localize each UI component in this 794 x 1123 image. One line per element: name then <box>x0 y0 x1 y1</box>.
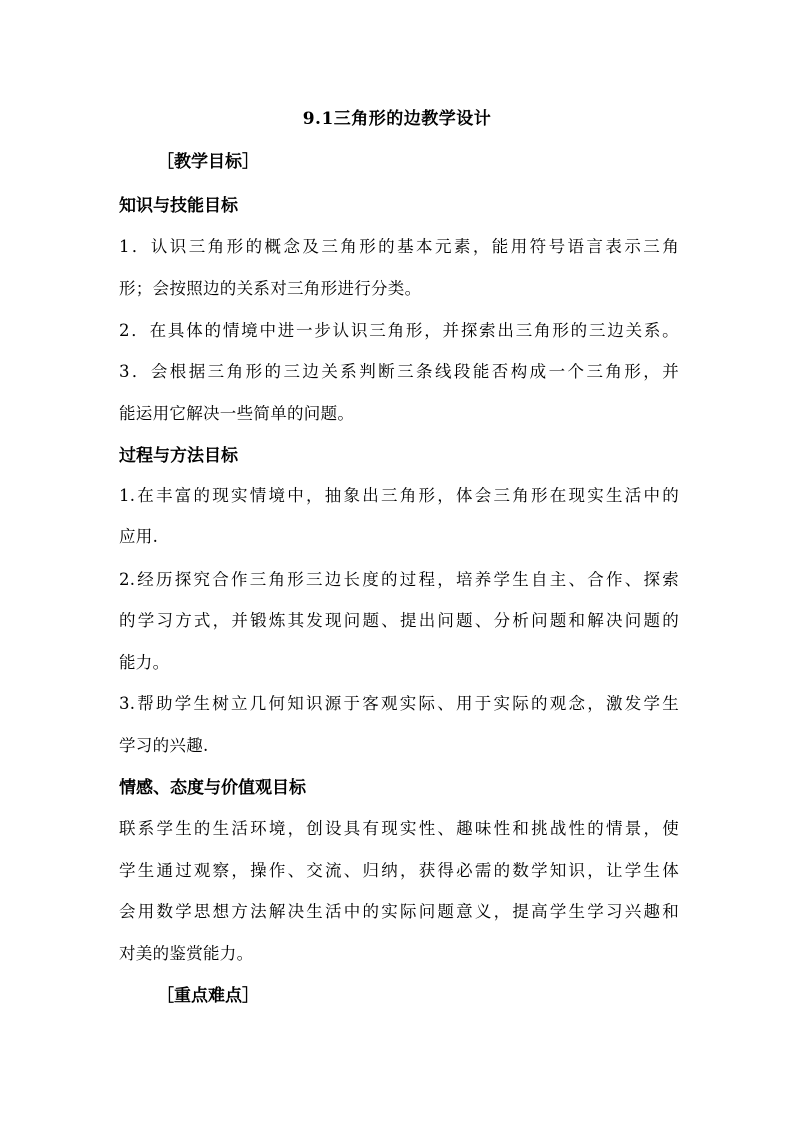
heading-process-methods: 过程与方法目标 <box>119 446 238 466</box>
knowledge-line: 1．认识三角形的概念及三角形的基本元素，能用符号语言表示三角 <box>119 237 679 256</box>
process-line: 2.经历探究合作三角形三边长度的过程，培养学生自主、合作、探索 <box>119 570 679 589</box>
section-heading-keypoints: ［重点难点］ <box>157 986 259 1006</box>
heading-emotion-values: 情感、态度与价值观目标 <box>119 778 306 798</box>
section-heading-objectives: ［教学目标］ <box>157 152 259 172</box>
knowledge-line: 3．会根据三角形的三边关系判断三条线段能否构成一个三角形，并 <box>119 362 679 381</box>
process-line: 3.帮助学生树立几何知识源于客观实际、用于实际的观念，激发学生 <box>119 694 679 713</box>
heading-knowledge-skills: 知识与技能目标 <box>119 196 238 216</box>
process-line: 学习的兴趣. <box>119 736 209 755</box>
knowledge-line: 形；会按照边的关系对三角形进行分类。 <box>119 279 422 298</box>
emotion-line: 学生通过观察，操作、交流、归纳，获得必需的数学知识，让学生体 <box>119 861 679 880</box>
emotion-line: 对美的鉴赏能力。 <box>119 944 254 963</box>
knowledge-line: 能运用它解决一些简单的问题。 <box>119 404 355 423</box>
process-line: 的学习方式，并锻炼其发现问题、提出问题、分析问题和解决问题的 <box>119 611 679 630</box>
knowledge-line: 2．在具体的情境中进一步认识三角形，并探索出三角形的三边关系。 <box>119 321 679 340</box>
process-line: 1.在丰富的现实情境中，抽象出三角形，体会三角形在现实生活中的 <box>119 486 679 505</box>
process-line: 能力。 <box>119 653 170 672</box>
process-line: 应用. <box>119 527 159 546</box>
emotion-line: 会用数学思想方法解决生活中的实际问题意义，提高学生学习兴趣和 <box>119 902 679 921</box>
page-title: 9.1三角形的边教学设计 <box>302 109 492 129</box>
emotion-line: 联系学生的生活环境，创设具有现实性、趣味性和挑战性的情景，使 <box>119 819 679 838</box>
